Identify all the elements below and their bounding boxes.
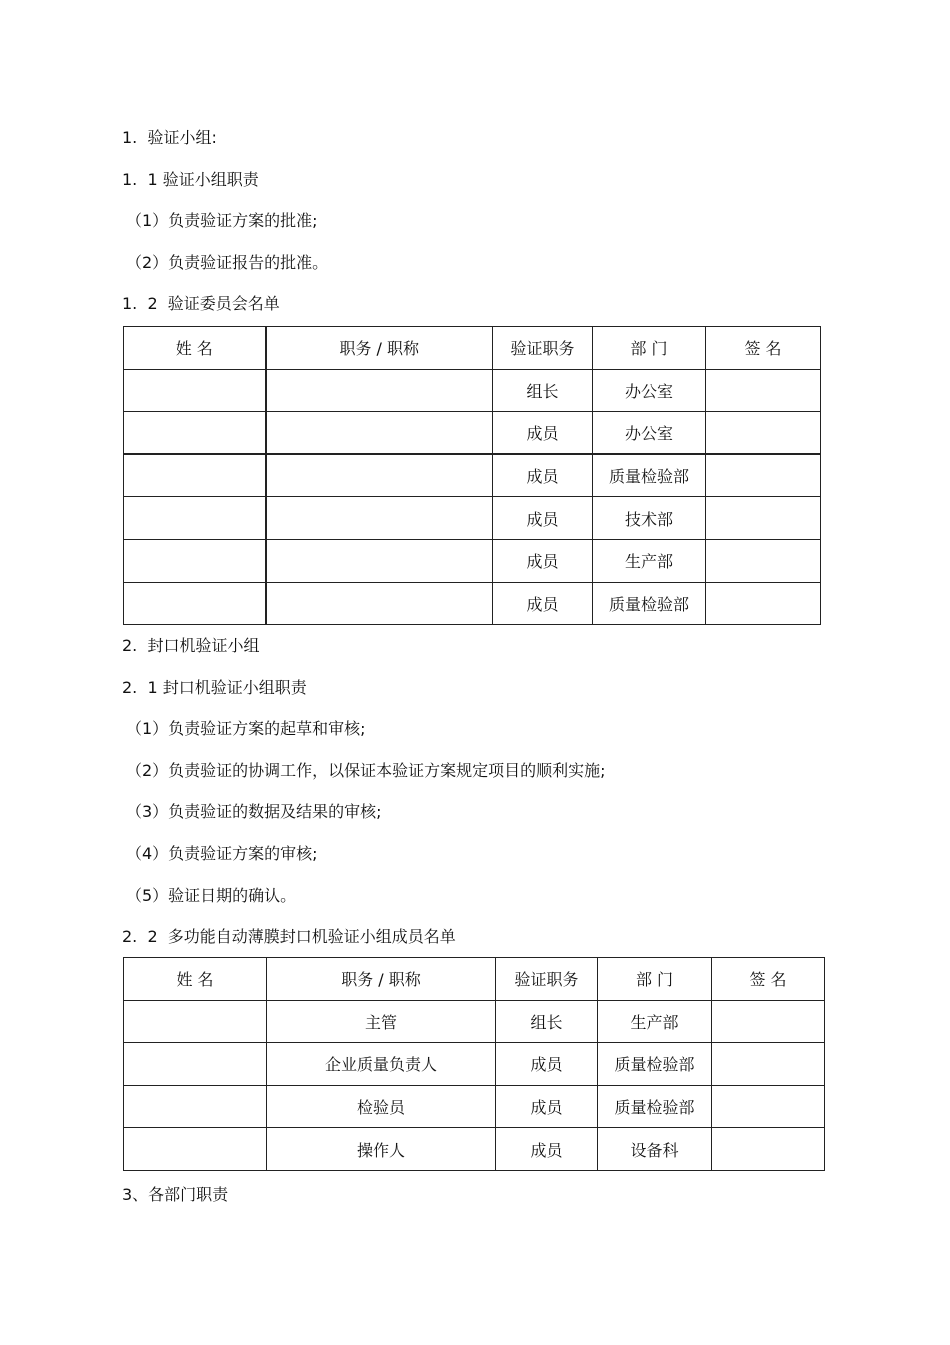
table-row: [124, 582, 821, 625]
cell-signature: [712, 1043, 825, 1086]
section2-item-5: （5）验证日期的确认。: [126, 886, 297, 905]
header-department: 部 门: [593, 327, 706, 370]
cell-name: [124, 1085, 267, 1128]
table-row: [124, 412, 821, 455]
cell-title: [266, 582, 493, 625]
cell-role: 成员: [493, 497, 593, 540]
cell-title: [266, 497, 493, 540]
cell-title: [266, 412, 493, 455]
cell-department: 质量检验部: [598, 1043, 712, 1086]
table-row: [124, 1043, 825, 1086]
cell-role: 成员: [493, 582, 593, 625]
cell-signature: [706, 454, 821, 497]
cell-role: 成员: [496, 1128, 598, 1171]
cell-name: [124, 369, 266, 412]
table-row: [124, 497, 821, 540]
cell-signature: [706, 369, 821, 412]
cell-name: [124, 582, 266, 625]
cell-department: 生产部: [598, 1000, 712, 1043]
cell-name: [124, 412, 266, 455]
cell-department: 质量检验部: [593, 582, 706, 625]
section2-item-4: （4）负责验证方案的审核;: [126, 844, 318, 863]
cell-name: [124, 497, 266, 540]
cell-role: 组长: [496, 1000, 598, 1043]
cell-signature: [706, 539, 821, 582]
cell-role: 成员: [496, 1085, 598, 1128]
cell-department: 生产部: [593, 539, 706, 582]
cell-department: 设备科: [598, 1128, 712, 1171]
section2-item-2: （2）负责验证的协调工作，以保证本验证方案规定项目的顺利实施;: [126, 761, 606, 780]
cell-signature: [706, 412, 821, 455]
cell-department: 技术部: [593, 497, 706, 540]
header-signature: 签 名: [706, 327, 821, 370]
cell-department: 办公室: [593, 369, 706, 412]
cell-title: 主管: [267, 1000, 496, 1043]
table-row: [124, 1000, 825, 1043]
cell-title: 企业质量负责人: [267, 1043, 496, 1086]
header-name: 姓 名: [124, 327, 266, 370]
table-row: [124, 454, 821, 497]
cell-title: 检验员: [267, 1085, 496, 1128]
header-role: 验证职务: [496, 958, 598, 1001]
table-row: [124, 1085, 825, 1128]
table-row: [124, 1128, 825, 1171]
cell-role: 组长: [493, 369, 593, 412]
section1-sub2-heading: 1. 2 验证委员会名单: [122, 294, 280, 313]
sealer-validation-team-table: [123, 957, 825, 1171]
cell-title: [266, 454, 493, 497]
cell-name: [124, 1000, 267, 1043]
section2-heading: 2. 封口机验证小组: [122, 636, 260, 655]
table-row: [124, 369, 821, 412]
section2-item-1: （1）负责验证方案的起草和审核;: [126, 719, 366, 738]
section1-heading: 1. 验证小组:: [122, 128, 217, 147]
section1-item-1: （1）负责验证方案的批准;: [126, 211, 318, 230]
header-title: 职务 / 职称: [266, 327, 493, 370]
cell-title: [266, 539, 493, 582]
cell-signature: [706, 497, 821, 540]
cell-department: 质量检验部: [593, 454, 706, 497]
cell-name: [124, 1043, 267, 1086]
section2-sub2-heading: 2. 2 多功能自动薄膜封口机验证小组成员名单: [122, 927, 456, 946]
cell-name: [124, 454, 266, 497]
cell-name: [124, 539, 266, 582]
cell-signature: [712, 1128, 825, 1171]
section1-item-2: （2）负责验证报告的批准。: [126, 253, 329, 272]
cell-role: 成员: [496, 1043, 598, 1086]
cell-signature: [712, 1000, 825, 1043]
table-header-row: [124, 327, 821, 370]
cell-role: 成员: [493, 454, 593, 497]
header-title: 职务 / 职称: [267, 958, 496, 1001]
header-signature: 签 名: [712, 958, 825, 1001]
cell-name: [124, 1128, 267, 1171]
section1-sub1-heading: 1. 1 验证小组职责: [122, 170, 259, 189]
cell-role: 成员: [493, 412, 593, 455]
header-role: 验证职务: [493, 327, 593, 370]
section2-item-3: （3）负责验证的数据及结果的审核;: [126, 802, 382, 821]
section3-heading: 3、各部门职责: [122, 1185, 229, 1204]
cell-title: [266, 369, 493, 412]
cell-department: 办公室: [593, 412, 706, 455]
section2-sub1-heading: 2. 1 封口机验证小组职责: [122, 678, 307, 697]
table-header-row: [124, 958, 825, 1001]
table-row: [124, 539, 821, 582]
header-name: 姓 名: [124, 958, 267, 1001]
cell-title: 操作人: [267, 1128, 496, 1171]
cell-role: 成员: [493, 539, 593, 582]
header-department: 部 门: [598, 958, 712, 1001]
validation-committee-table: [123, 326, 821, 625]
cell-signature: [706, 582, 821, 625]
cell-signature: [712, 1085, 825, 1128]
cell-department: 质量检验部: [598, 1085, 712, 1128]
